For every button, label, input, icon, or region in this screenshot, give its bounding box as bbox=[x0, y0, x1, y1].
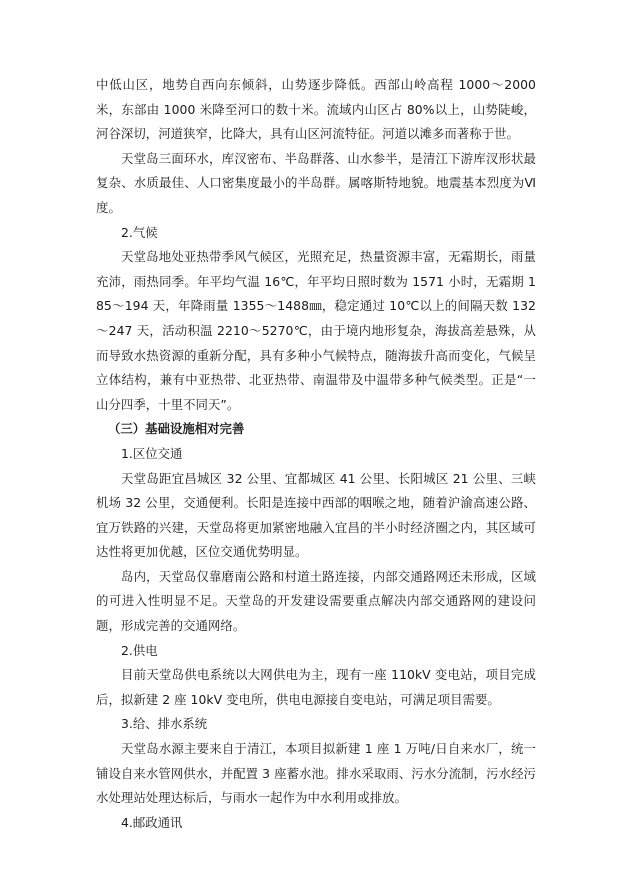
paragraph-terrain: 中低山区，地势自西向东倾斜，山势逐步降低。西部山岭高程 1000～2000 米，东部由 1000 米降至河口的数十米。流域内山区占 80%以上，山势陡峻，河谷深切，河道狭窄，比降大，具有山区河流特征。河道以滩多而著称于世。 bbox=[96, 77, 536, 142]
heading-water: 3.给、排水系统 bbox=[121, 716, 208, 732]
heading-telecom: 4.邮政通讯 bbox=[121, 814, 183, 830]
heading-climate: 2.气候 bbox=[121, 224, 158, 240]
heading-transport: 1.区位交通 bbox=[121, 445, 183, 461]
heading-power: 2.供电 bbox=[121, 642, 158, 658]
paragraph-climate: 天堂岛地处亚热带季风气候区，光照充足，热量资源丰富，无霜期长，雨量充沛，雨热同季。年平均气温 16℃，年平均日照时数为 1571 小时，无霜期 185～194 天，年降雨量 1355～1488㎜，稳定通过 10℃以上的间隔天数 132～247 天，活动积温 2210～5270℃，由于境内地形复杂，海拔高差悬殊，从而导致水热资源的重新分配，具有多种小气候特点，随海拔升高而变化，气候呈立体结构，兼有中亚热带、北亚热带、南温带及中温带多种气候类型。正是“一山分四季，十里不同天”。 bbox=[96, 249, 536, 412]
document-page bbox=[96, 73, 536, 835]
paragraph-water: 天堂岛水源主要来自于清江，本项目拟新建 1 座 1 万吨/日自来水厂，统一铺设自来水管网供水，并配置 3 座蓄水池。排水采取雨、污水分流制，污水经污水处理站处理达标后，与雨水一起作为中水利用或排放。 bbox=[96, 741, 536, 806]
paragraph-internal-roads: 岛内，天堂岛仅靠磨南公路和村道土路连接，内部交通路网还未形成，区域的可进入性明显不足。天堂岛的开发建设需要重点解决内部交通路网的建设问题，形成完善的交通网络。 bbox=[96, 568, 536, 634]
paragraph-power: 目前天堂岛供电系统以大网供电为主，现有一座 110kV 变电站，项目完成后，拟新建 2 座 10kV 变电所，供电电源接自变电站，可满足项目需要。 bbox=[96, 667, 536, 707]
paragraph-transport: 天堂岛距宜昌城区 32 公里、宜都城区 41 公里、长阳城区 21 公里、三峡机场 32 公里，交通便利。长阳是连接中西部的咽喉之地，随着沪渝高速公路、宜万铁路的兴建，天堂岛将更加紧密地融入宜昌的半小时经济圈之内，其区域可达性将更加优越，区位交通优势明显。 bbox=[96, 470, 536, 560]
paragraph-island-overview: 天堂岛三面环水，库汊密布、半岛群落、山水参半，是清江下游库汊形状最复杂、水质最佳、人口密集度最小的半岛群。属喀斯特地貌。地震基本烈度为Ⅵ度。 bbox=[96, 150, 536, 215]
section-heading-infrastructure: （三）基础设施相对完善 bbox=[108, 421, 245, 437]
